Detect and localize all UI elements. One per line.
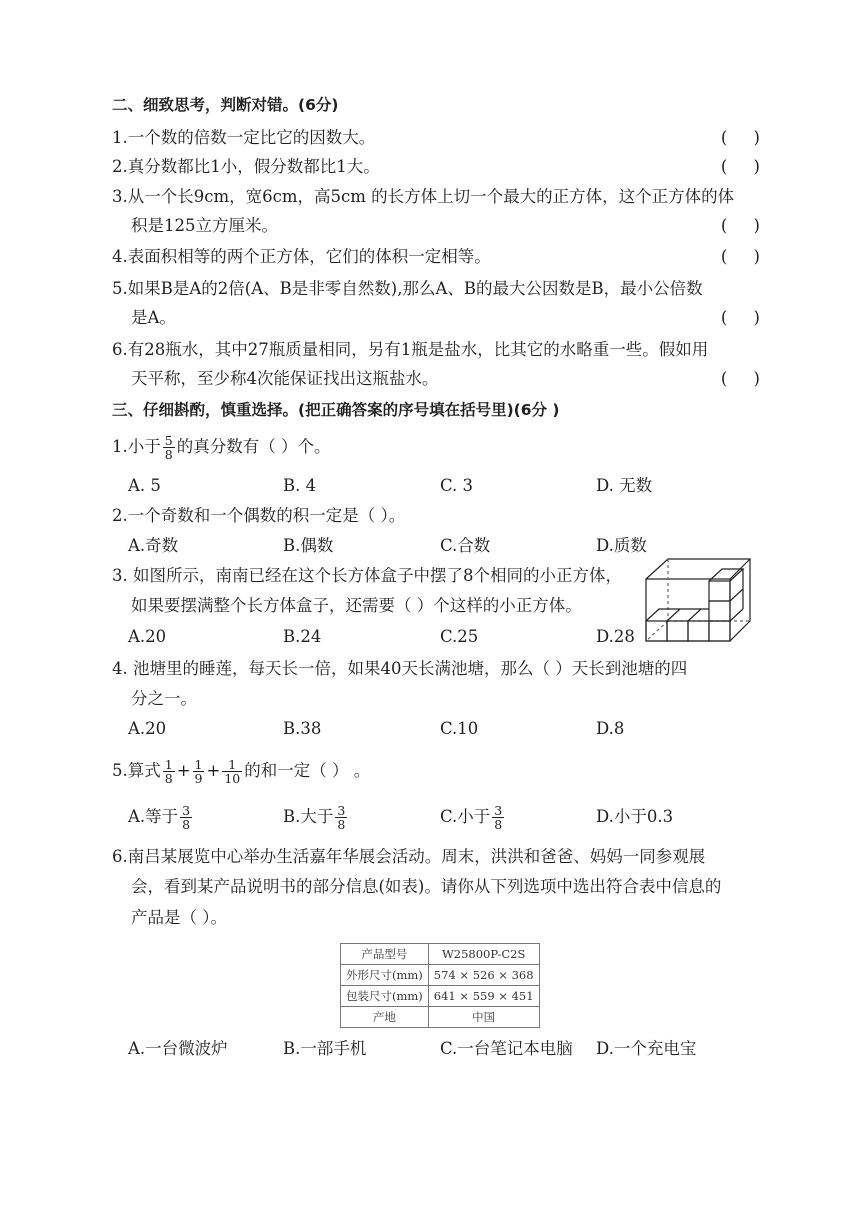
table-row: [341, 965, 540, 986]
s2-q1-text: 1.一个数的倍数一定比它的因数大。: [112, 128, 376, 147]
spec-label: 产地: [341, 1007, 429, 1028]
fraction-numerator: 1: [194, 757, 203, 772]
s3-q5-stem: [112, 753, 370, 789]
s3-q3-stem-line2: 如果要摆满整个长方体盒子，还需要（ ）个这样的小正方体。: [131, 596, 582, 615]
product-spec-table: [340, 943, 540, 1028]
s3-q1-pre: 1.小于: [112, 437, 161, 456]
s2-q1-answer-paren[interactable]: ( ): [720, 128, 760, 147]
option-label: B.大于: [283, 807, 334, 826]
spec-value: 574 × 526 × 368: [428, 965, 539, 986]
spec-label: 产品型号: [341, 944, 429, 965]
s3-q5-option-d[interactable]: D.小于0.3: [596, 807, 674, 826]
option-label: C.小于: [440, 807, 491, 826]
s3-q6-stem-line2: 会，看到某产品说明书的部分信息(如表)。请你从下列选项中选出符合表中信息的: [131, 877, 722, 896]
s2-q5-text-line2: 是A。: [131, 308, 176, 327]
s3-q6-option-b[interactable]: B.一部手机: [283, 1039, 367, 1058]
s3-q4-stem-line2: 分之一。: [131, 689, 197, 708]
fraction-denominator: 9: [194, 771, 203, 786]
s3-q6-stem-line3: 产品是（ ）。: [131, 908, 227, 927]
option-fraction: [492, 804, 504, 831]
fraction-numerator: 3: [494, 803, 503, 818]
option-fraction: [335, 804, 347, 831]
fraction-denominator: 8: [337, 817, 346, 832]
s2-q2-answer-paren[interactable]: ( ): [720, 157, 760, 176]
s3-q3-option-b[interactable]: B.24: [283, 627, 322, 646]
s2-q6-text-line1: 6.有28瓶水，其中27瓶质量相同，另有1瓶是盐水，比其它的水略重一些。假如用: [112, 340, 709, 359]
s3-q6-option-d[interactable]: D.一个充电宝: [596, 1039, 697, 1058]
fraction-numerator: 3: [182, 803, 191, 818]
s3-q5-post: 的和一定（ ） 。: [244, 761, 371, 780]
s3-q5-option-a[interactable]: [128, 800, 194, 834]
fraction-numerator: 1: [228, 757, 237, 772]
fraction-numerator: 1: [164, 757, 173, 772]
s3-q3-option-c[interactable]: C.25: [440, 627, 479, 646]
s3-q4-stem-line1: 4. 池塘里的睡莲，每天长一倍，如果40天长满池塘，那么（ ）天长到池塘的四: [112, 659, 688, 678]
fraction-denominator: 8: [164, 771, 173, 786]
s2-q5-answer-paren[interactable]: ( ): [720, 308, 760, 327]
s3-q4-option-c[interactable]: C.10: [440, 719, 479, 738]
spec-label: 外形尺寸(mm): [341, 965, 429, 986]
s3-q2-stem: 2.一个奇数和一个偶数的积一定是（ ）。: [112, 506, 406, 525]
plus-sign: +: [206, 761, 221, 780]
s3-q2-option-b[interactable]: B.偶数: [283, 536, 334, 555]
option-label: A.等于: [128, 807, 179, 826]
s3-q4-option-a[interactable]: A.20: [128, 719, 167, 738]
s3-q2-option-a[interactable]: A.奇数: [128, 536, 179, 555]
s3-q1-stem: [112, 430, 330, 464]
option-fraction: [180, 804, 192, 831]
fraction-numerator: 5: [164, 433, 173, 448]
s2-q3-text-line2: 积是125立方厘米。: [131, 216, 278, 235]
s3-q4-option-d[interactable]: D.8: [596, 719, 625, 738]
s3-q3-stem-line1: 3. 如图所示，南南已经在这个长方体盒子中摆了8个相同的小正方体，: [112, 566, 622, 585]
s3-q3-option-d[interactable]: D.28: [596, 627, 635, 646]
plus-sign: +: [176, 761, 191, 780]
spec-label: 包装尺寸(mm): [341, 986, 429, 1007]
s3-q6-stem-line1: 6.南吕某展览中心举办生活嘉年华展会活动。周末，洪洪和爸爸、妈妈一同参观展: [112, 847, 706, 866]
fraction-denominator: 10: [224, 771, 241, 786]
s3-q6-option-a[interactable]: A.一台微波炉: [128, 1039, 228, 1058]
fraction-numerator: 3: [337, 803, 346, 818]
fraction-denominator: 8: [182, 817, 191, 832]
s3-q5-pre: 5.算式: [112, 761, 161, 780]
s3-q1-option-a[interactable]: A. 5: [128, 476, 161, 495]
s3-q5-term-1: [163, 758, 175, 785]
spec-value: 641 × 559 × 451: [428, 986, 539, 1007]
s3-q5-term-2: [193, 758, 205, 785]
s2-q4-answer-paren[interactable]: ( ): [720, 247, 760, 266]
section2-title: 二、细致思考，判断对错。(6分): [112, 96, 339, 114]
s3-q2-option-d[interactable]: D.质数: [596, 536, 647, 555]
s3-q1-option-d[interactable]: D. 无数: [596, 476, 653, 495]
spec-value: 中国: [428, 1007, 539, 1028]
fraction-denominator: 8: [494, 817, 503, 832]
s3-q3-option-a[interactable]: A.20: [128, 627, 167, 646]
table-row: [341, 944, 540, 965]
s3-q1-option-b[interactable]: B. 4: [283, 476, 317, 495]
s3-q2-option-c[interactable]: C.合数: [440, 536, 491, 555]
s2-q4-text: 4.表面积相等的两个正方体，它们的体积一定相等。: [112, 247, 491, 266]
s3-q1-fraction: [163, 434, 175, 461]
s3-q5-term-3: [222, 758, 242, 785]
s3-q1-post: 的真分数有（ ）个。: [176, 437, 331, 456]
s3-q4-option-b[interactable]: B.38: [283, 719, 322, 738]
s3-q6-option-c[interactable]: C.一台笔记本电脑: [440, 1039, 573, 1058]
s2-q6-answer-paren[interactable]: ( ): [720, 369, 760, 388]
table-row: [341, 1007, 540, 1028]
s3-q5-option-c[interactable]: [440, 800, 506, 834]
s2-q3-text-line1: 3.从一个长9cm，宽6cm，高5cm 的长方体上切一个最大的正方体，这个正方体的体: [112, 187, 735, 206]
table-row: [341, 986, 540, 1007]
s2-q6-text-line2: 天平称，至少称4次能保证找出这瓶盐水。: [131, 369, 439, 388]
section3-title: 三、仔细斟酌，慎重选择。(把正确答案的序号填在括号里)(6分 ): [112, 401, 560, 419]
cuboid-box-figure: [642, 555, 754, 645]
s3-q1-option-c[interactable]: C. 3: [440, 476, 474, 495]
s2-q5-text-line1: 5.如果B是A的2倍(A、B是非零自然数),那么A、B的最大公因数是B，最小公倍数: [112, 279, 703, 298]
fraction-denominator: 8: [164, 447, 173, 462]
s2-q3-answer-paren[interactable]: ( ): [720, 216, 760, 235]
s2-q2-text: 2.真分数都比1小，假分数都比1大。: [112, 157, 380, 176]
s3-q5-option-b[interactable]: [283, 800, 349, 834]
spec-value: W25800P-C2S: [428, 944, 539, 965]
